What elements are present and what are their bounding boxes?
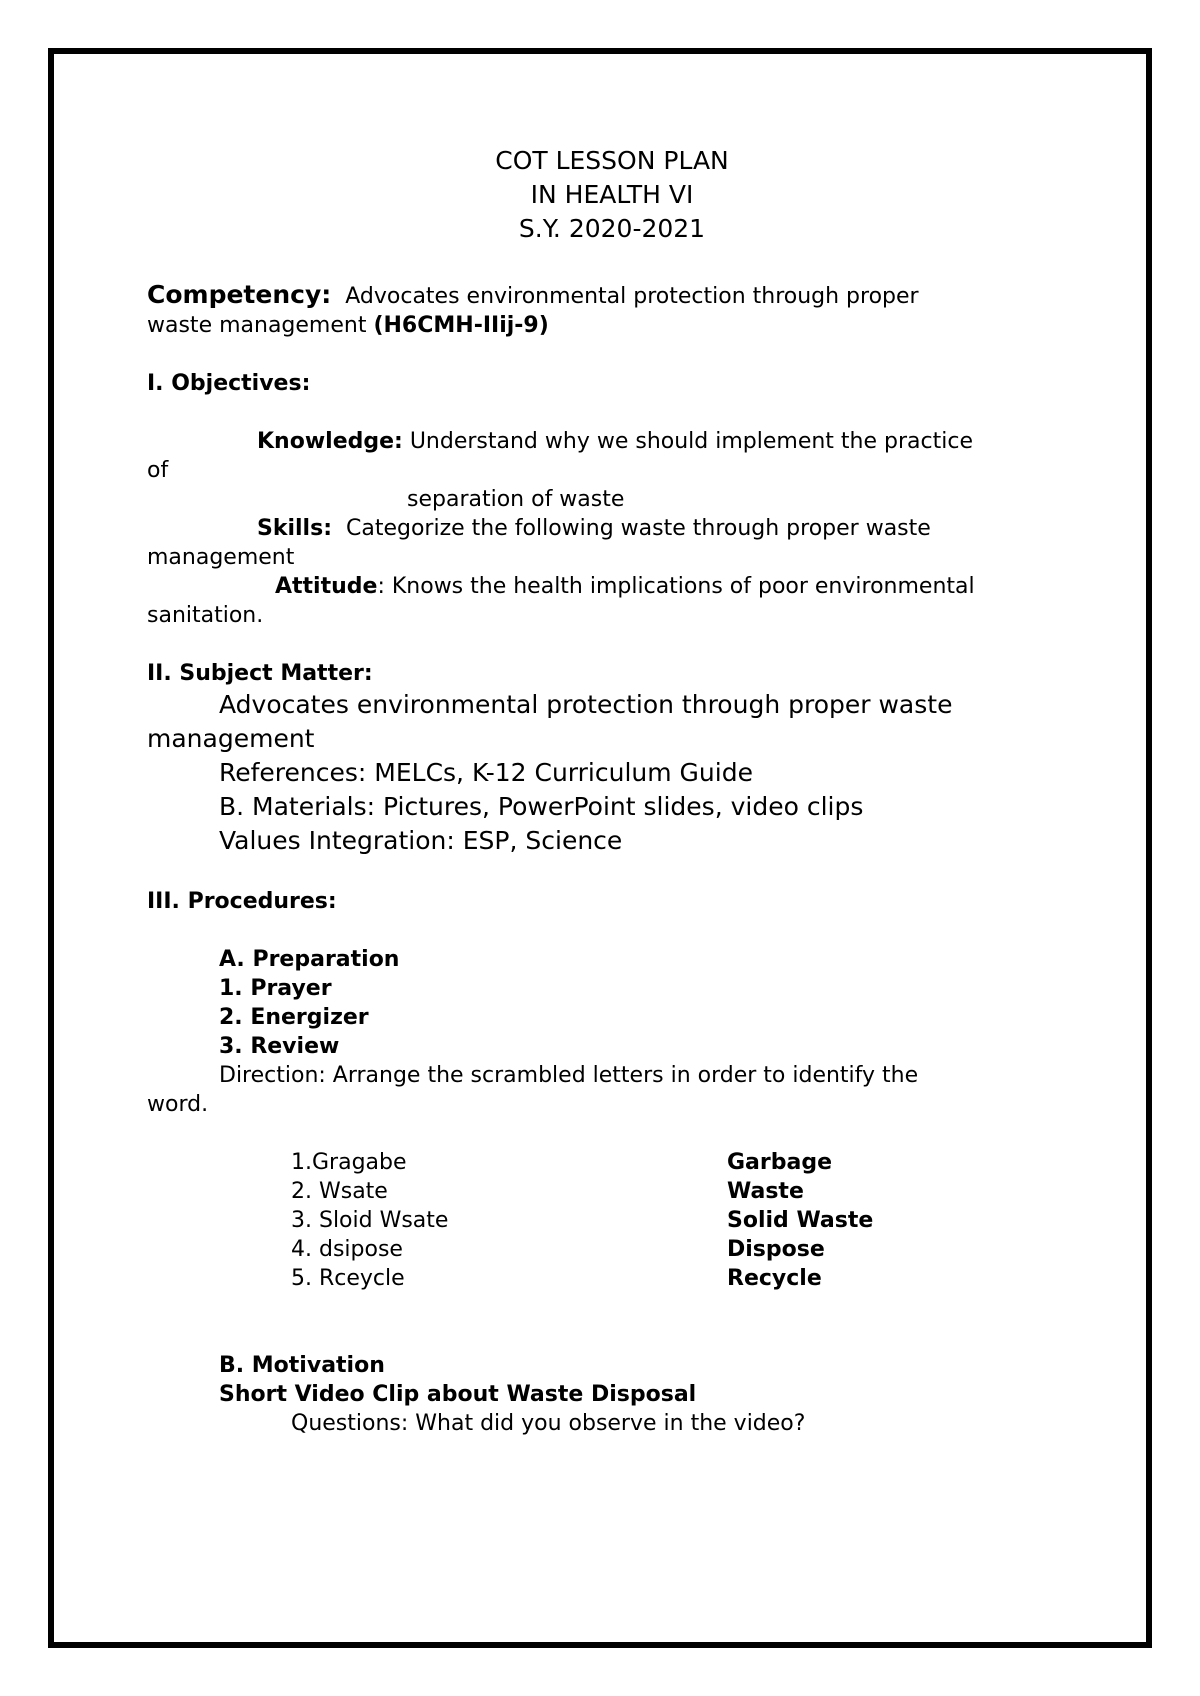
title-line-2: IN HEALTH VI <box>530 180 694 209</box>
title-line-1: COT LESSON PLAN <box>495 146 729 175</box>
knowledge-text: Understand why we should implement the practice <box>409 429 973 454</box>
review-table <box>291 1148 873 1293</box>
document-content <box>147 144 1077 1438</box>
document-title <box>147 144 1077 246</box>
scrambled-word: 3. Sloid Wsate <box>291 1208 449 1233</box>
subject-matter-heading: II. Subject Matter: <box>147 661 373 686</box>
table-row <box>291 1264 873 1293</box>
answer-word: Garbage <box>727 1150 833 1175</box>
title-line-3: S.Y. 2020-2021 <box>518 214 706 243</box>
subject-topic-wrap: management <box>147 724 315 753</box>
review-direction: Direction: Arrange the scrambled letters in order to identify the <box>219 1063 919 1088</box>
attitude-line <box>147 572 1077 601</box>
energizer-item: 2. Energizer <box>219 1005 369 1030</box>
motivation-heading: B. Motivation <box>219 1353 385 1378</box>
competency-line-1 <box>147 280 1077 311</box>
subject-values: Values Integration: ESP, Science <box>219 826 623 855</box>
knowledge-continuation: separation of waste <box>407 487 625 512</box>
answer-word: Dispose <box>727 1237 825 1262</box>
answer-word: Recycle <box>727 1266 822 1291</box>
competency-label: Competency: <box>147 280 332 309</box>
scrambled-word: 4. dsipose <box>291 1237 403 1262</box>
scrambled-word: 2. Wsate <box>291 1179 388 1204</box>
answer-word: Waste <box>727 1179 804 1204</box>
knowledge-line <box>147 427 1077 456</box>
table-row <box>291 1206 873 1235</box>
scrambled-word: 5. Rceycle <box>291 1266 405 1291</box>
motivation-question: Questions: What did you observe in the video? <box>291 1411 806 1436</box>
table-row <box>291 1177 873 1206</box>
skills-line <box>147 514 1077 543</box>
competency-text-cont: waste management <box>147 313 367 338</box>
competency-line-2 <box>147 311 1077 340</box>
subject-topic: Advocates environmental protection through proper waste <box>219 690 953 719</box>
knowledge-wrap: of <box>147 458 169 483</box>
attitude-text: : Knows the health implications of poor environmental <box>377 574 975 599</box>
knowledge-label: Knowledge: <box>257 429 403 454</box>
procedures-heading: III. Procedures: <box>147 889 337 914</box>
skills-wrap: management <box>147 545 295 570</box>
table-row <box>291 1148 873 1177</box>
subject-references: References: MELCs, K-12 Curriculum Guide <box>219 758 753 787</box>
skills-text: Categorize the following waste through proper waste <box>346 516 931 541</box>
competency-text: Advocates environmental protection through proper <box>345 284 919 309</box>
competency-code: (H6CMH-IIij-9) <box>373 313 549 338</box>
prayer-item: 1. Prayer <box>219 976 332 1001</box>
objectives-heading: I. Objectives: <box>147 371 311 396</box>
preparation-heading: A. Preparation <box>219 947 400 972</box>
skills-label: Skills: <box>257 516 332 541</box>
video-clip-title: Short Video Clip about Waste Disposal <box>219 1382 697 1407</box>
attitude-wrap: sanitation. <box>147 603 264 628</box>
attitude-label: Attitude <box>275 574 378 599</box>
subject-materials: B. Materials: Pictures, PowerPoint slides, video clips <box>219 792 864 821</box>
table-row <box>291 1235 873 1264</box>
review-item: 3. Review <box>219 1034 340 1059</box>
review-direction-wrap: word. <box>147 1092 209 1117</box>
answer-word: Solid Waste <box>727 1208 874 1233</box>
scrambled-word: 1.Gragabe <box>291 1150 407 1175</box>
